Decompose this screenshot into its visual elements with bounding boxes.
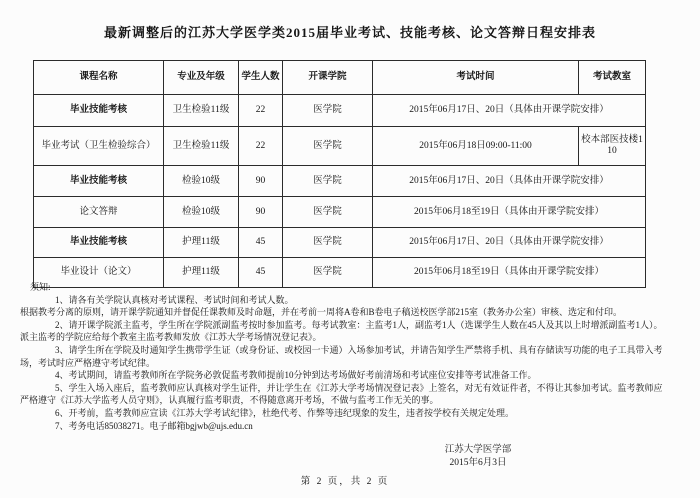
cell-college: 医学院 bbox=[283, 258, 373, 288]
cell-time: 2015年06月17日、20日（具体由开课学院安排） bbox=[373, 166, 646, 197]
notes-section bbox=[20, 281, 688, 432]
column-header-college: 开课学院 bbox=[283, 61, 373, 95]
column-header-room: 考试教室 bbox=[579, 61, 646, 95]
note-line: 6、开考前，监考教师应宣读《江苏大学考试纪律》，杜绝代考、作弊等违纪现象的发生，违者按学校有关规定处理。 bbox=[55, 407, 515, 418]
notes-heading: 须知: bbox=[30, 282, 51, 292]
cell-major: 护理11级 bbox=[164, 228, 239, 258]
note-line: 严格遵守《江苏大学监考人员守则》，认真履行监考职责，不得随意离开考场，不做与监考工作无关的事。 bbox=[20, 395, 439, 406]
table-row bbox=[34, 127, 646, 166]
signature-org: 江苏大学医学部 bbox=[444, 445, 512, 455]
note-line: 3、请学生所在学院及时通知学生携带学生证（或身份证、或校园一卡通）入场参加考试，并请告知学生严禁将手机、具有存储读写功能的电子工具带入考 bbox=[55, 344, 663, 355]
cell-major: 卫生检验11级 bbox=[164, 95, 239, 127]
column-header-major: 专业及年级 bbox=[164, 61, 239, 95]
cell-college: 医学院 bbox=[283, 166, 373, 197]
cell-major: 护理11级 bbox=[164, 258, 239, 288]
table-row bbox=[34, 228, 646, 258]
table-row bbox=[34, 95, 646, 127]
cell-course: 毕业设计（论文） bbox=[34, 258, 164, 288]
note-line: 2、请开课学院派主监考，学生所在学院派副监考按时参加监考。每考试教室：主监考1人，副监考1人（选课学生人数在45人及其以上时增派副监考1人）。 bbox=[55, 319, 663, 330]
cell-students: 90 bbox=[239, 166, 283, 197]
cell-time: 2015年06月17日、20日（具体由开课学院安排） bbox=[373, 95, 646, 127]
note-line: 1、请各有关学院认真核对考试课程、考试时间和考试人数。 bbox=[55, 294, 294, 305]
note-line: 5、学生入场入座后，监考教师应认真核对学生证件，并让学生在《江苏大学考场情况登记表》上签名，对无有效证件者，不得让其参加考试。监考教师应 bbox=[55, 382, 663, 393]
cell-course: 论文答辩 bbox=[34, 197, 164, 228]
cell-college: 医学院 bbox=[283, 127, 373, 166]
cell-course: 毕业技能考核 bbox=[34, 228, 164, 258]
cell-students: 45 bbox=[239, 258, 283, 288]
cell-students: 45 bbox=[239, 228, 283, 258]
cell-major: 检验10级 bbox=[164, 166, 239, 197]
cell-college: 医学院 bbox=[283, 228, 373, 258]
table-header-row bbox=[34, 61, 646, 95]
cell-college: 医学院 bbox=[283, 197, 373, 228]
note-line: 4、考试期间，请监考教师所在学院务必敦促监考教师提前10分钟到达考场做好考前清场和考试座位安排等考试准备工作。 bbox=[55, 370, 537, 381]
cell-time: 2015年06月17日、20日（具体由开课学院安排） bbox=[373, 228, 646, 258]
note-line: 场，考试时应严格遵守考试纪律。 bbox=[20, 357, 156, 368]
note-line: 7、考务电话85038271。电子邮箱bgjwb@ujs.edu.cn bbox=[55, 420, 253, 431]
schedule-table bbox=[33, 60, 646, 288]
signature-block bbox=[398, 444, 558, 470]
column-header-time: 考试时间 bbox=[373, 61, 579, 95]
note-line: 派主监考的学院应给每个教室主监考教师发放《江苏大学考场情况登记表》。 bbox=[20, 332, 322, 343]
cell-course: 毕业技能考核 bbox=[34, 95, 164, 127]
column-header-course: 课程名称 bbox=[34, 61, 164, 95]
page-number: 第 2 页，共 2 页 bbox=[300, 477, 390, 487]
cell-time: 2015年06月18日09:00-11:00 bbox=[373, 127, 579, 166]
cell-time: 2015年06月18至19日（具体由开课学院安排） bbox=[373, 197, 646, 228]
cell-students: 22 bbox=[239, 95, 283, 127]
cell-college: 医学院 bbox=[283, 95, 373, 127]
table-row bbox=[34, 166, 646, 197]
cell-time: 2015年06月18至19日（具体由开课学院安排） bbox=[373, 258, 646, 288]
cell-students: 22 bbox=[239, 127, 283, 166]
column-header-students: 学生人数 bbox=[239, 61, 283, 95]
page-title: 最新调整后的江苏大学医学类2015届毕业考试、技能考核、论文答辩日程安排表 bbox=[103, 25, 596, 40]
cell-major: 检验10级 bbox=[164, 197, 239, 228]
signature-date: 2015年6月3日 bbox=[449, 458, 507, 468]
cell-major: 卫生检验11级 bbox=[164, 127, 239, 166]
cell-room: 校本部医技楼110 bbox=[579, 127, 646, 166]
table-row bbox=[34, 197, 646, 228]
note-line: 根据教考分离的原则，请开课学院通知并督促任课教师及时命题，并在考前一周将A卷和B卷电子稿送校医学部215室（教务办公室）审核、选定和付印。 bbox=[20, 307, 623, 318]
cell-course: 毕业技能考核 bbox=[34, 166, 164, 197]
cell-students: 90 bbox=[239, 197, 283, 228]
cell-course: 毕业考试（卫生检验综合） bbox=[34, 127, 164, 166]
